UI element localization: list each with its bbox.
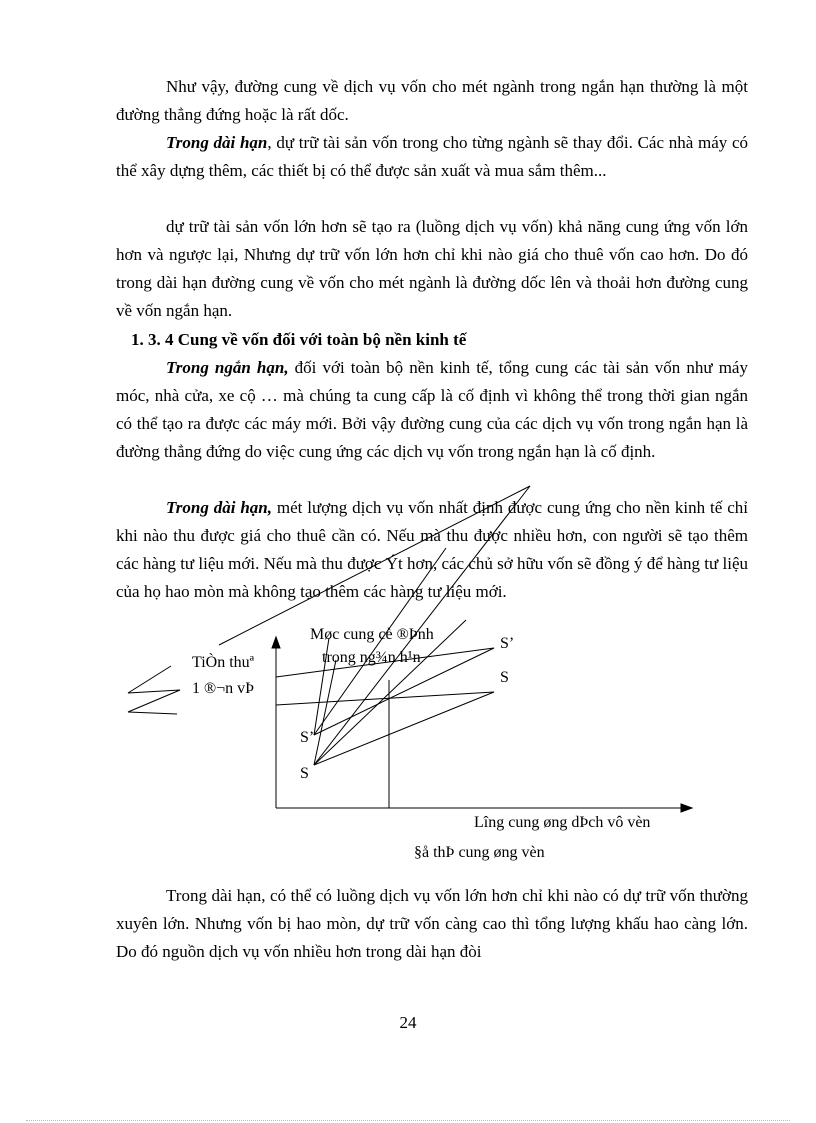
curve-label-s-prime: S’: [500, 635, 515, 652]
paragraph-capital-stock: dự trữ tài sản vốn lớn hơn sẽ tạo ra (luồng dịch vụ vốn) khả năng cung ứng vốn lớn hơn và ngược lại, Nhưng dự trữ vốn lớn hơn chỉ khi nào giá cho thuê vốn cao hơn. Do đó trong dài hạn đường cung về vốn cho mét ngành là đường dốc lên và thoải hơn đường cung về vốn ngắn hạn.: [116, 217, 748, 320]
paragraph-text: mét lượng dịch vụ vốn nhất định được cung ứng cho nền kinh tế chỉ khi nào thu được giá cho thuê cần có. Nếu mà thu được nhiều hơn, con người sẽ tạo thêm các hàng tư liệu mới. Nếu mà thu được Ýt hơn, các chủ sở hữu vốn sẽ đồng ý để hàng tư liệu của họ hao mòn mà không tạo thêm các hàng tư liệu mới.: [116, 498, 748, 601]
y-axis-arrow: [272, 637, 280, 648]
page-number: 24: [399, 1013, 417, 1032]
price-line-lower: [276, 692, 494, 705]
y-axis-label: 1 ®¬n vÞ: [192, 680, 255, 697]
stray-line: [219, 486, 530, 645]
emphasis-short-run: Trong ngắn hạn,: [166, 358, 289, 377]
paragraph-text: , dự trữ tài sản vốn trong cho từng ngành sẽ thay đổi. Các nhà máy có thể xây dựng thêm, các thiết bị có thể được sản xuất và mua sắm thêm...: [116, 133, 748, 180]
fixed-supply-note: trong ng¾n h¹n: [322, 649, 421, 666]
figure-caption: §å thÞ cung øng vèn: [414, 844, 545, 861]
page-bottom-divider: [26, 1120, 790, 1121]
fixed-supply-note: Møc cung cè ®Þnh: [310, 626, 434, 643]
paragraph-text: đối với toàn bộ nền kinh tế, tổng cung các tài sản vốn như máy móc, nhà cửa, xe cộ … mà chúng ta cung cấp là cố định vì không thể trong thời gian ngắn có thể tạo ra được các máy mới. Bởi vậy đường cung của các dịch vụ vốn trong ngắn hạn là đường thẳng đứng do việc cung ứng các dịch vụ vốn trong ngắn hạn là cố định.: [116, 358, 748, 461]
supply-curve-s: [314, 692, 494, 765]
paragraph-depreciation: Trong dài hạn, có thể có luồng dịch vụ vốn lớn hơn chỉ khi nào có dự trữ vốn thường xuyên lớn. Nhưng vốn bị hao mòn, dự trữ vốn càng cao thì tổng lượng khấu hao càng lớn. Do đó nguồn dịch vụ vốn nhiều hơn trong dài hạn đòi: [116, 886, 748, 961]
emphasis-long-run: Trong dài hạn: [166, 133, 268, 152]
curve-label-s-prime-start: S’: [300, 729, 315, 746]
section-heading: 1. 3. 4 Cung về vốn đối với toàn bộ nền kinh tế: [131, 330, 467, 349]
paragraph-short-run-industry: Như vậy, đường cung về dịch vụ vốn cho mét ngành trong ngắn hạn thường là một đường thẳng đứng hoặc là rất dốc.: [116, 77, 748, 124]
x-axis-arrow: [681, 804, 692, 812]
emphasis-long-run: Trong dài hạn,: [166, 498, 272, 517]
squiggle-mark: [128, 666, 180, 714]
x-axis-label: Lîng cung øng dÞch vô vèn: [474, 814, 651, 831]
curve-label-s: S: [500, 669, 509, 686]
curve-label-s-start: S: [300, 765, 309, 782]
y-axis-label: TiÒn thuª: [192, 654, 255, 671]
